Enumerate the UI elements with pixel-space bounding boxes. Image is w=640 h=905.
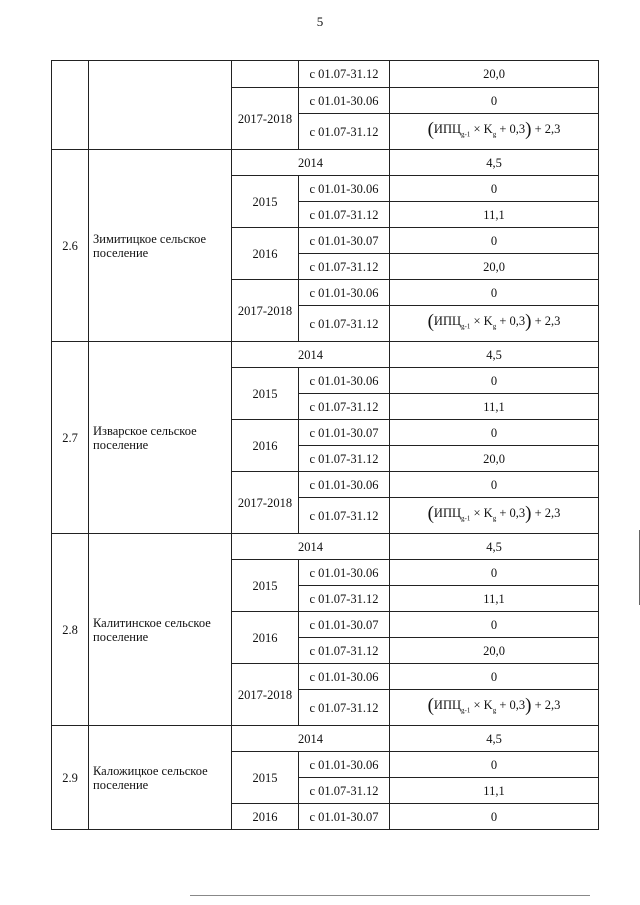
formula-cell xyxy=(390,498,599,534)
page-number: 5 xyxy=(316,14,324,29)
period-cell: с 01.01-30.06 xyxy=(299,664,390,690)
period-cell: с 01.01-30.06 xyxy=(299,752,390,778)
value-cell: 0 xyxy=(390,228,599,254)
period-cell: с 01.01-30.06 xyxy=(299,280,390,306)
year-cell: 2017-2018 xyxy=(232,88,299,150)
year-cell: 2015 xyxy=(232,560,299,612)
formula-cell xyxy=(390,306,599,342)
value-cell: 0 xyxy=(390,804,599,830)
table-row xyxy=(52,726,599,752)
year-cell: 2015 xyxy=(232,752,299,804)
period-cell: с 01.07-31.12 xyxy=(299,61,390,88)
table-row xyxy=(52,150,599,176)
period-cell: с 01.07-31.12 xyxy=(299,446,390,472)
year-cell: 2016 xyxy=(232,804,299,830)
value-cell: 20,0 xyxy=(390,638,599,664)
year-cell: 2016 xyxy=(232,228,299,280)
value-cell: 11,1 xyxy=(390,778,599,804)
value-cell: 0 xyxy=(390,176,599,202)
year-cell: 2016 xyxy=(232,612,299,664)
value-cell: 0 xyxy=(390,368,599,394)
tariff-table xyxy=(51,60,599,830)
formula: $(ИПЦ_{g-1} \times K_g + 0,3) + 2,3$ xyxy=(427,694,561,716)
formula: $(ИПЦ_{g-1} \times K_g + 0,3) + 2,3$ xyxy=(427,502,561,524)
value-cell: 4,5 xyxy=(390,726,599,752)
formula: $(ИПЦ_{g-1} \times K_g + 0,3) + 2,3$ xyxy=(427,118,561,140)
table-row xyxy=(52,534,599,560)
value-cell: 11,1 xyxy=(390,586,599,612)
period-cell: с 01.01-30.07 xyxy=(299,420,390,446)
value-cell: 4,5 xyxy=(390,150,599,176)
period-cell: с 01.07-31.12 xyxy=(299,638,390,664)
period-cell: с 01.01-30.07 xyxy=(299,612,390,638)
period-cell: с 01.07-31.12 xyxy=(299,306,390,342)
period-cell: с 01.07-31.12 xyxy=(299,114,390,150)
period-cell: с 01.07-31.12 xyxy=(299,202,390,228)
formula-cell xyxy=(390,690,599,726)
value-cell: 0 xyxy=(390,560,599,586)
settlement-name: Калитинское сельское поселение xyxy=(89,534,232,726)
year-cell: 2014 xyxy=(232,534,390,560)
year-cell: 2014 xyxy=(232,342,390,368)
formula-cell xyxy=(390,114,599,150)
period-cell: с 01.07-31.12 xyxy=(299,586,390,612)
period-cell: с 01.07-31.12 xyxy=(299,690,390,726)
value-cell: 11,1 xyxy=(390,202,599,228)
year-cell: 2017-2018 xyxy=(232,280,299,342)
year-cell: 2015 xyxy=(232,368,299,420)
period-cell: с 01.07-31.12 xyxy=(299,394,390,420)
value-cell: 4,5 xyxy=(390,342,599,368)
year-cell: 2017-2018 xyxy=(232,664,299,726)
value-cell: 0 xyxy=(390,612,599,638)
value-cell: 20,0 xyxy=(390,254,599,280)
scan-bottom-line xyxy=(190,895,590,896)
settlement-name: Каложицкое сельское поселение xyxy=(89,726,232,830)
section-number: 2.9 xyxy=(52,726,89,830)
period-cell: с 01.01-30.07 xyxy=(299,804,390,830)
period-cell: с 01.07-31.12 xyxy=(299,498,390,534)
section-number: 2.7 xyxy=(52,342,89,534)
year-cell: 2014 xyxy=(232,726,390,752)
value-cell: 0 xyxy=(390,420,599,446)
period-cell: с 01.01-30.06 xyxy=(299,88,390,114)
year-cell: 2017-2018 xyxy=(232,472,299,534)
value-cell: 0 xyxy=(390,280,599,306)
period-cell: с 01.01-30.06 xyxy=(299,560,390,586)
value-cell: 20,0 xyxy=(390,446,599,472)
year-cell: 2015 xyxy=(232,176,299,228)
period-cell: с 01.01-30.06 xyxy=(299,368,390,394)
period-cell: с 01.07-31.12 xyxy=(299,778,390,804)
settlement-name: Зимитицкое сельское поселение xyxy=(89,150,232,342)
value-cell: 0 xyxy=(390,664,599,690)
value-cell: 0 xyxy=(390,88,599,114)
year-cell: 2014 xyxy=(232,150,390,176)
formula: $(ИПЦ_{g-1} \times K_g + 0,3) + 2,3$ xyxy=(427,310,561,332)
value-cell: 0 xyxy=(390,472,599,498)
period-cell: с 01.01-30.06 xyxy=(299,176,390,202)
table-row xyxy=(52,342,599,368)
table-row xyxy=(52,61,599,88)
value-cell: 11,1 xyxy=(390,394,599,420)
settlement-name: Изварское сельское поселение xyxy=(89,342,232,534)
value-cell: 0 xyxy=(390,752,599,778)
period-cell: с 01.07-31.12 xyxy=(299,254,390,280)
section-number: 2.8 xyxy=(52,534,89,726)
value-cell: 20,0 xyxy=(390,61,599,88)
section-number: 2.6 xyxy=(52,150,89,342)
year-cell: 2016 xyxy=(232,420,299,472)
period-cell: с 01.01-30.07 xyxy=(299,228,390,254)
period-cell: с 01.01-30.06 xyxy=(299,472,390,498)
value-cell: 4,5 xyxy=(390,534,599,560)
